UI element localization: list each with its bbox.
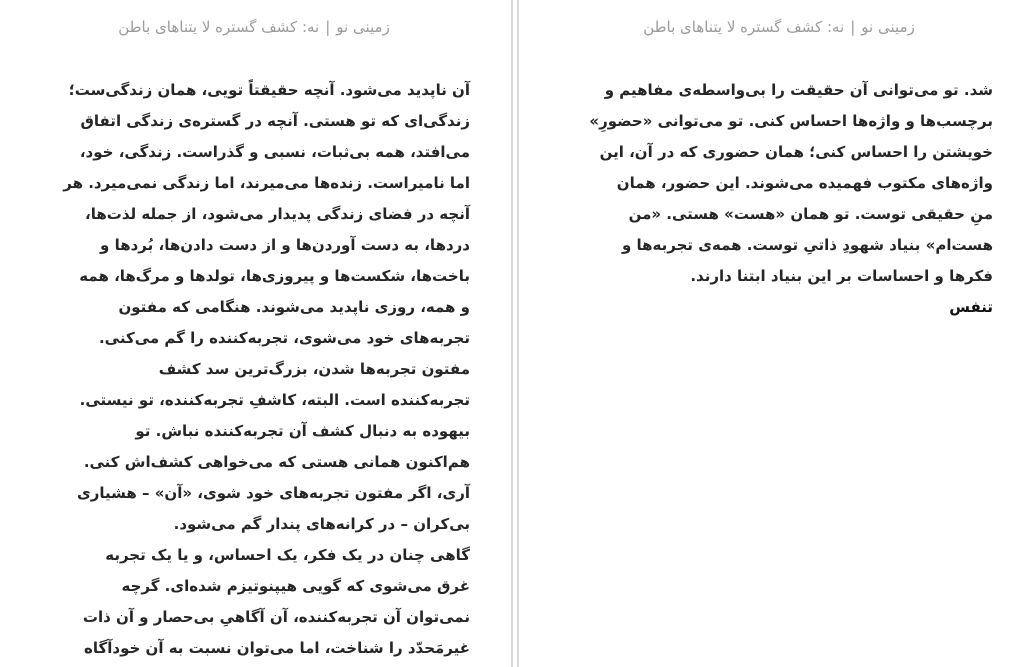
text-line: غرق می‌شوی که گویی هیپنوتیزم شده‌ای. گرچه [121, 577, 470, 595]
text-line: تجربه‌کننده است. البته، کاشفِ تجربه‌کننده، تو نیستی. [79, 391, 470, 409]
text-line: شد. تو می‌توانی آن حقیقت را بی‌واسطه‌ی مفاهیم و [604, 81, 993, 99]
section-heading: تنفس [949, 298, 993, 316]
page-gutter [508, 0, 523, 667]
text-line: گاهی چنان در یک فکر، یک احساس، و یا یک تجربه [105, 546, 470, 564]
text-line: اما نامیراست. زنده‌ها می‌میرند، اما زندگی نمی‌میرد. هر [63, 174, 470, 192]
text-line: تجربه‌های خود می‌شوی، تجربه‌کننده را گم می‌کنی. [98, 329, 470, 347]
text-line: آنچه در فضای زندگی پدیدار می‌شود، از جمله لذت‌ها، [85, 205, 470, 223]
right-page-body [553, 75, 993, 323]
text-line: غیرمَحدّد را شناخت، اما می‌توان نسبت به آن خودآگاه [84, 639, 470, 657]
text-line: برچسب‌ها و واژه‌ها احساس کنی. تو می‌توانی «حضورِ» [589, 112, 993, 130]
gutter-divider [511, 0, 513, 667]
text-line: مفتون تجربه‌ها شدن، بزرگ‌ترین سد کشف [158, 360, 470, 378]
header-separator: | [325, 18, 331, 36]
text-line: هست‌ام» بنیاد شهودِ ذاتیِ توست. همه‌ی تجربه‌ها و [621, 236, 993, 254]
text-line: باخت‌ها، شکست‌ها و پیروزی‌ها، تولدها و مرگ‌ها، همه [79, 267, 470, 285]
text-line: منِ حقیقی توست. تو همان «هست» هستی. «من [628, 205, 993, 223]
text-line: هم‌اکنون همانی هستی که می‌خواهی کشف‌اش کنی. [83, 453, 470, 471]
text-line: دردها، به دست آوردن‌ها و از دست دادن‌ها، بُردها و [100, 236, 470, 254]
text-line: فکرها و احساسات بر این بنیاد ابتنا دارند. [690, 267, 993, 285]
text-line: آن ناپدید می‌شود. آنچه حقیقتاً تویی، همان زندگی‌ست؛ [68, 81, 470, 99]
text-line: بی‌کران – در کرانه‌های پندار گم می‌شود. [173, 515, 470, 533]
text-line: می‌افتد، همه بی‌ثبات، نسبی و گذراست. زندگی، خود، [79, 143, 470, 161]
left-page-body [30, 75, 470, 664]
text-line: زندگی‌ای که تو هستی. آنچه در گستره‌ی زندگی اتفاق [80, 112, 470, 130]
gutter-divider [517, 0, 519, 667]
header-separator: | [850, 18, 856, 36]
text-line: نمی‌توان آن تجربه‌کننده، آن آگاهیِ بی‌حصار و آن ذات [82, 608, 470, 626]
text-line: آری، اگر مفتون تجربه‌های خود شوی، «آن» – هشیاری [76, 484, 470, 502]
text-line: و همه، روزی ناپدید می‌شوند. هنگامی که مفتون [118, 298, 470, 316]
book-title: زمینی نو [861, 18, 915, 36]
left-running-header [0, 18, 508, 36]
chapter-title: نه: کشف گستره لا یتناهای باطن [643, 18, 845, 36]
text-line: بیهوده به دنبال کشف آن تجربه‌کننده نباش. تو [135, 422, 470, 440]
right-page [523, 0, 1035, 667]
book-title: زمینی نو [336, 18, 390, 36]
text-line: خویشتن را احساس کنی؛ همان حضوری که در آن، این [599, 143, 993, 161]
text-line: واژه‌های مکتوب فهمیده می‌شوند. این حضور، همان [616, 174, 993, 192]
left-page [0, 0, 508, 667]
chapter-title: نه: کشف گستره لا یتناهای باطن [118, 18, 320, 36]
right-running-header [523, 18, 1035, 36]
